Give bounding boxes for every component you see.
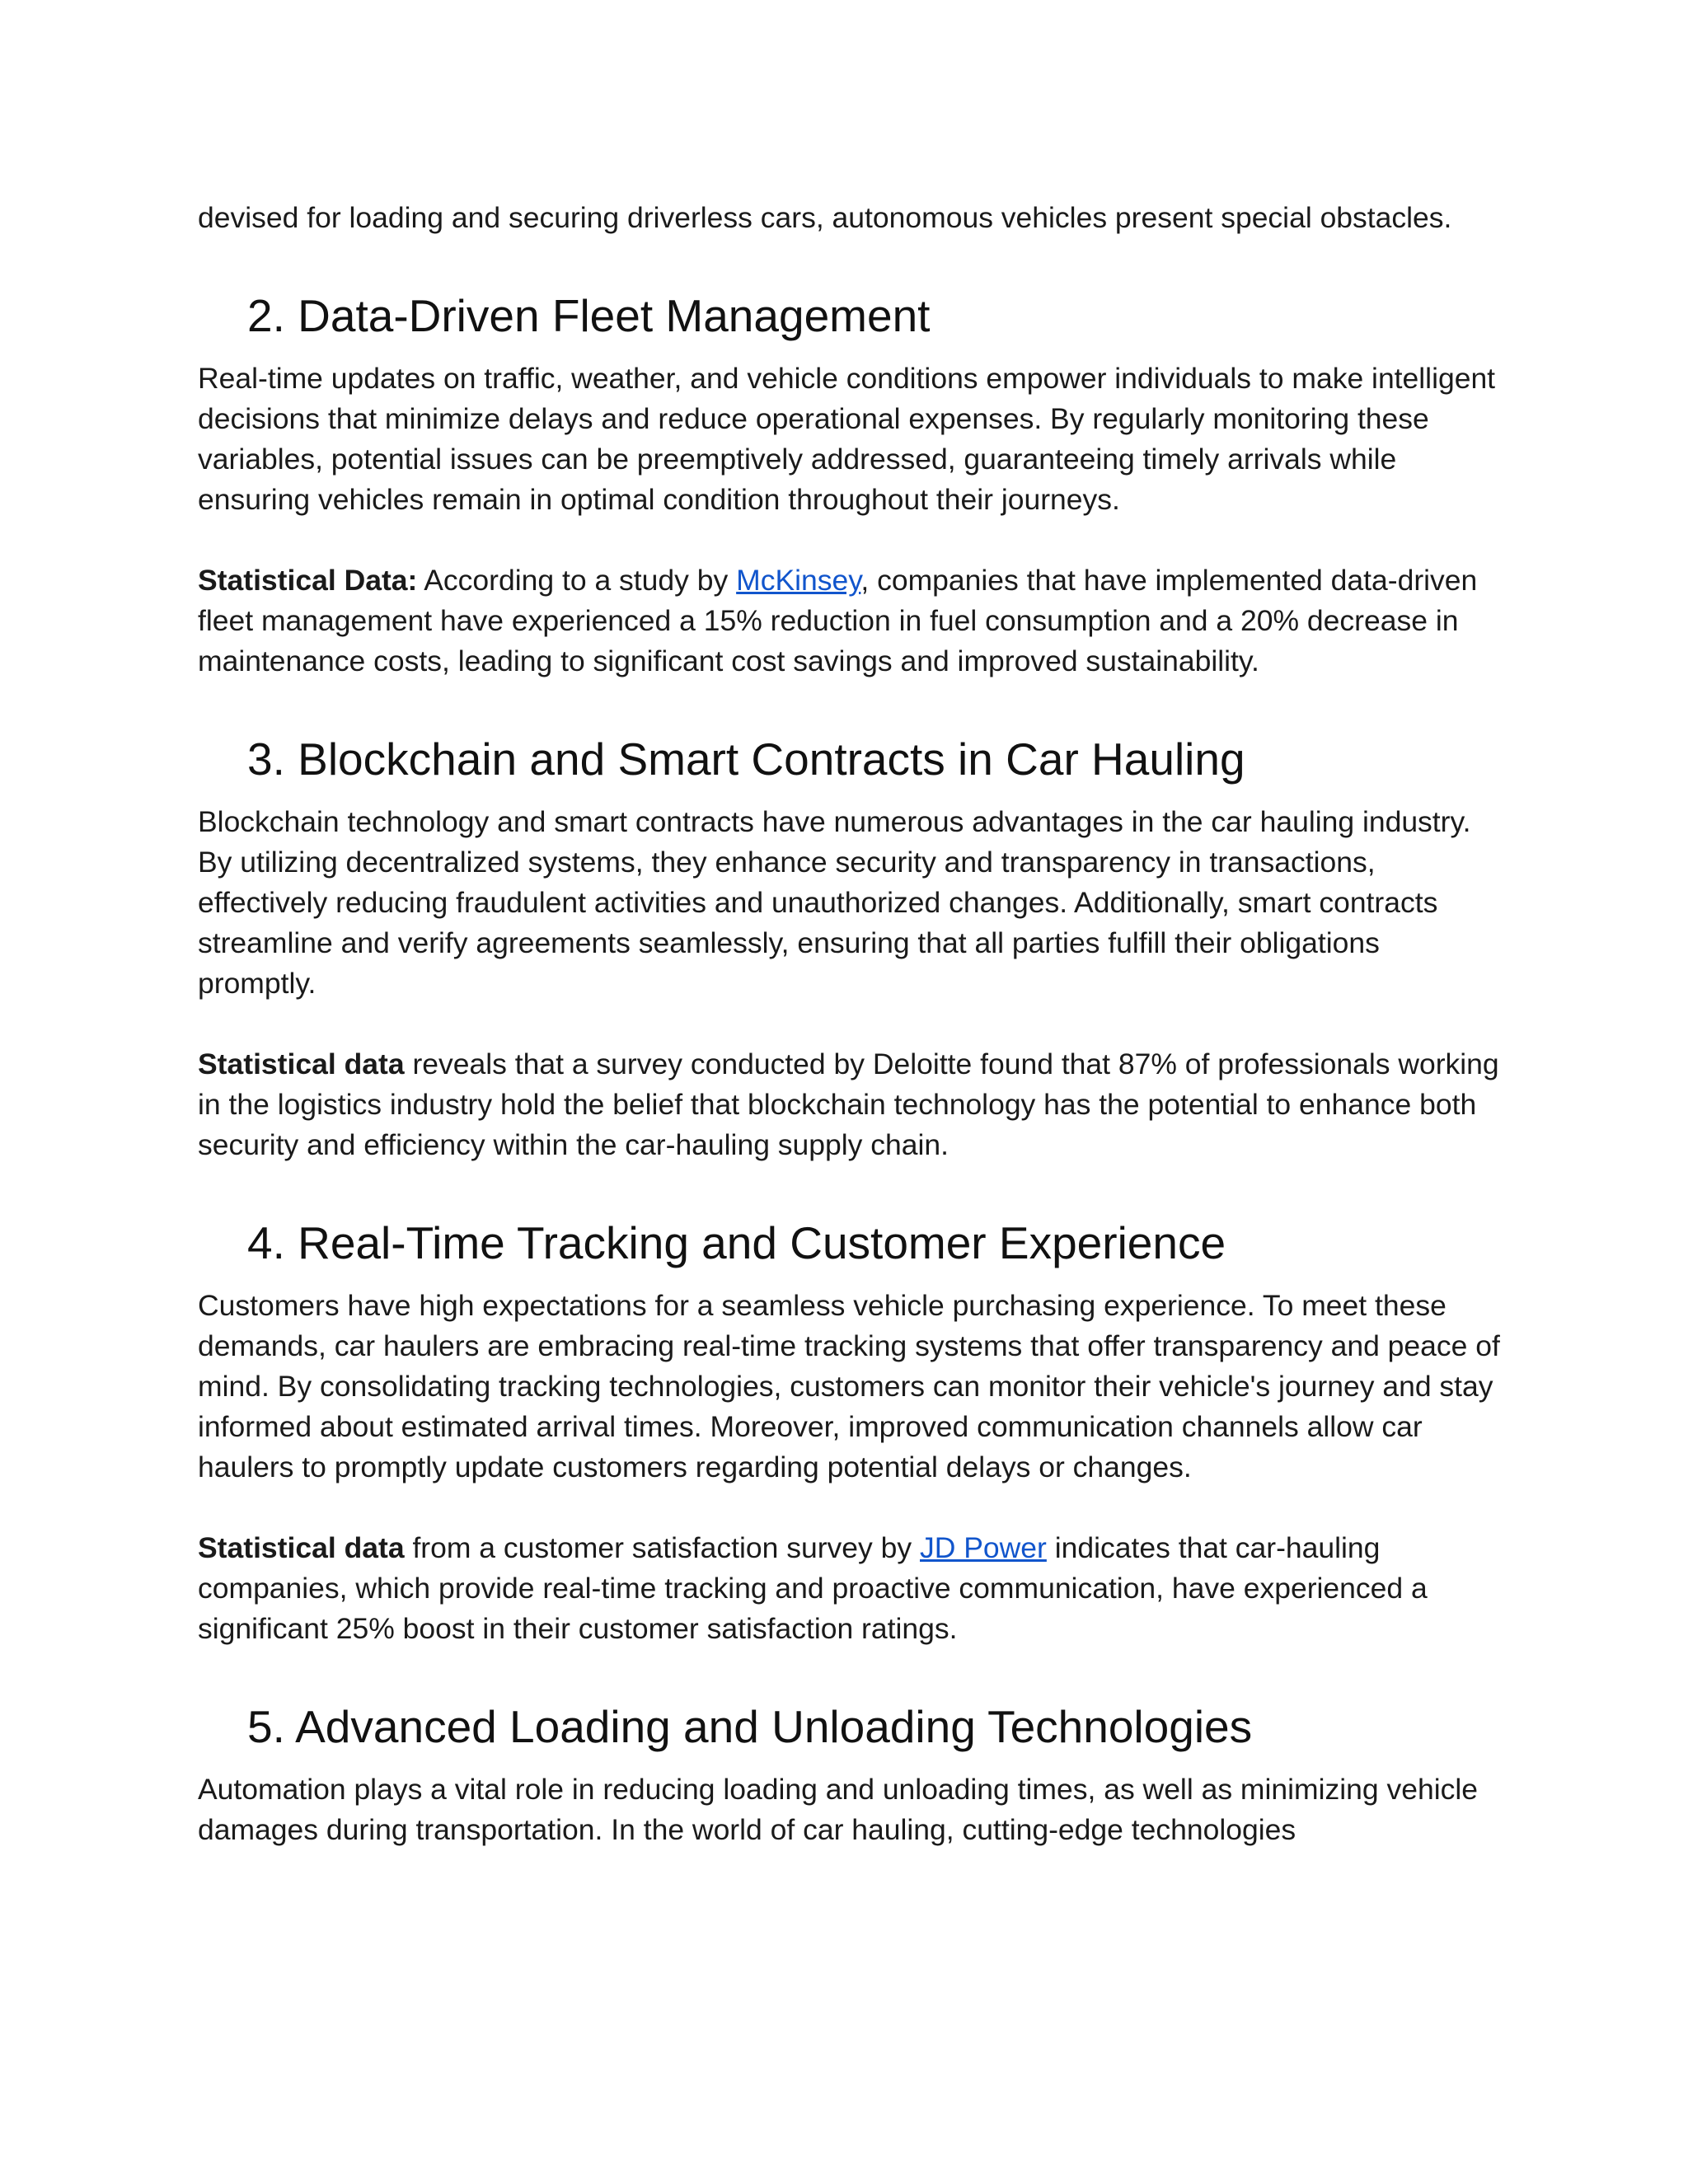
jd-power-link[interactable]: JD Power [920, 1531, 1047, 1564]
stat-label: Statistical data [198, 1047, 405, 1080]
stat-label: Statistical Data: [198, 564, 418, 597]
section-heading-blockchain: 3. Blockchain and Smart Contracts in Car Hauling [247, 733, 1245, 785]
intro-paragraph: devised for loading and securing driverless cars, autonomous vehicles present special obstacles. [198, 201, 1452, 234]
stat-paragraph-tracking [198, 1528, 1500, 1649]
section-body-blockchain: Blockchain technology and smart contracts have numerous advantages in the car hauling industry. By utilizing decentralized systems, they enhance security and transparency in transactions, effectively reducing fraudulent activities and unauthorized changes. Additionally, smart contracts streamline and verify agreements seamlessly, ensuring that all parties fulfill their obligations promptly. [198, 805, 1471, 1000]
document-page [198, 198, 1500, 1891]
stat-text-post: , companies that have implemented data-driven fleet management have experienced a 15% reduction in fuel consumption and a 20% decrease in maintenance costs, leading to significant cost savings and improved sustainability. [198, 564, 1478, 677]
stat-text: reveals that a survey conducted by Deloitte found that 87% of professionals working in the logistics industry hold the belief that blockchain technology has the potential to enhance both security and efficiency within the car-hauling supply chain. [198, 1047, 1499, 1161]
section-body-loading: Automation plays a vital role in reducing loading and unloading times, as well as minimizing vehicle damages during transportation. In the world of car hauling, cutting-edge technologies [198, 1773, 1478, 1846]
stat-text-post: indicates that car-hauling companies, which provide real-time tracking and proactive communication, have experienced a significant 25% boost in their customer satisfaction ratings. [198, 1531, 1428, 1645]
stat-paragraph-blockchain [198, 1044, 1500, 1165]
stat-text-pre: According to a study by [417, 564, 737, 597]
section-body-tracking: Customers have high expectations for a seamless vehicle purchasing experience. To meet these demands, car haulers are embracing real-time tracking systems that offer transparency and peace of mind. By consolidating tracking technologies, customers can monitor their vehicle's journey and stay informed about estimated arrival times. Moreover, improved communication channels allow car haulers to promptly update customers regarding potential delays or changes. [198, 1289, 1500, 1483]
stat-label: Statistical data [198, 1531, 405, 1564]
stat-text-pre: from a customer satisfaction survey by [404, 1531, 920, 1564]
section-heading-tracking: 4. Real-Time Tracking and Customer Experience [247, 1217, 1226, 1268]
stat-paragraph-fleet-management [198, 560, 1500, 682]
mckinsey-link[interactable]: McKinsey [736, 564, 861, 597]
section-body-fleet-management: Real-time updates on traffic, weather, and vehicle conditions empower individuals to make intelligent decisions that minimize delays and reduce operational expenses. By regularly monitoring these variables, potential issues can be preemptively addressed, guaranteeing timely arrivals while ensuring vehicles remain in optimal condition throughout their journeys. [198, 362, 1496, 516]
section-heading-loading: 5. Advanced Loading and Unloading Technologies [247, 1701, 1253, 1752]
section-heading-fleet-management: 2. Data-Driven Fleet Management [247, 290, 931, 341]
